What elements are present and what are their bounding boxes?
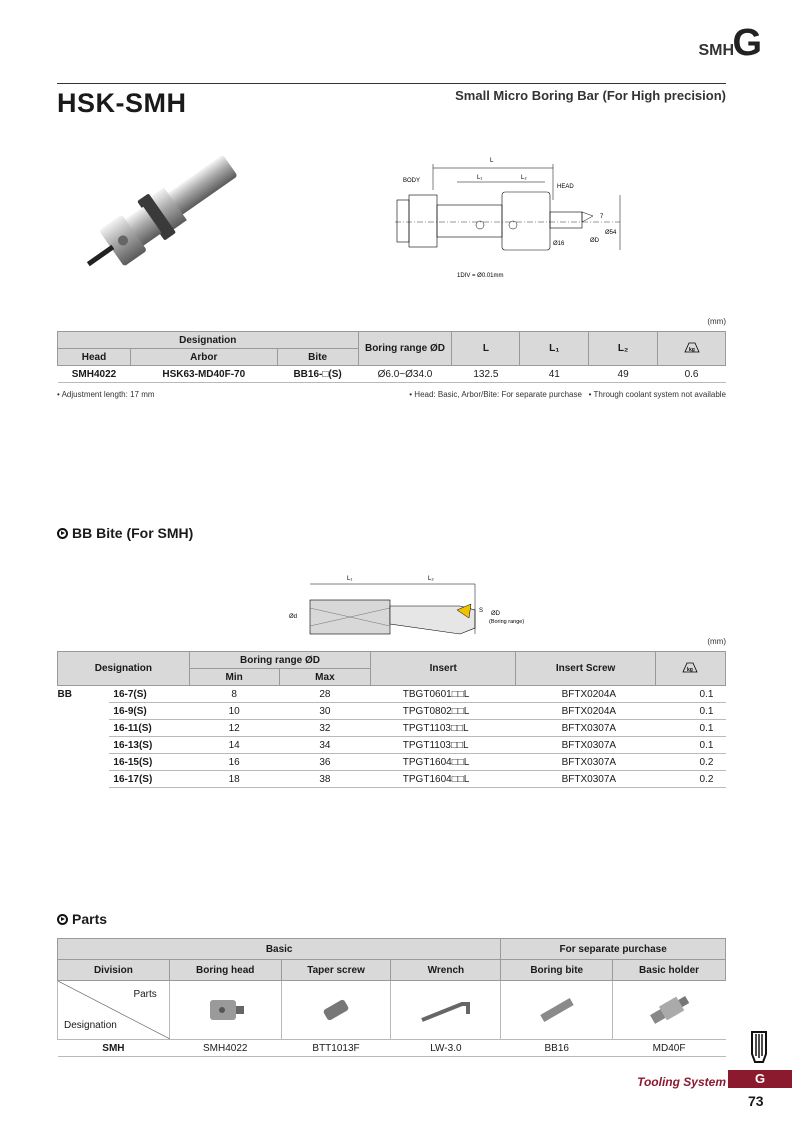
weight-kg-icon: [681, 661, 699, 673]
cell-weight: 0.1: [655, 737, 725, 754]
dim-d16: Ø16: [553, 241, 565, 247]
dial-division: 1DIV = Ø0.01mm: [457, 273, 504, 279]
footer-label: Tooling System: [637, 1075, 726, 1089]
th-max: Max: [279, 669, 371, 686]
cell-screw: BFTX0307A: [516, 720, 656, 737]
cell-insert: TPGT1604□□L: [371, 754, 516, 771]
th-L1: L₁: [520, 332, 589, 366]
cell-max: 38: [279, 771, 371, 788]
cell-designation: 16-11(S): [109, 720, 189, 737]
product-photo: [80, 140, 260, 280]
cell-insert: TPGT1103□□L: [371, 737, 516, 754]
label-body: BODY: [403, 178, 421, 184]
th-head: Head: [58, 349, 131, 366]
th-basic: Basic: [58, 939, 501, 960]
cell-min: 14: [189, 737, 279, 754]
svg-text:kg: kg: [688, 347, 695, 353]
table-row: [58, 737, 726, 754]
cell-designation: 16-15(S): [109, 754, 189, 771]
cell-prefix: [58, 754, 110, 771]
dim-L1: L₁: [477, 175, 483, 181]
img-taper-screw: [281, 981, 391, 1040]
table-row: [58, 771, 726, 788]
cell-screw: BFTX0307A: [516, 754, 656, 771]
unit-mm-bb: (mm): [707, 637, 726, 646]
cell-insert: TPGT1604□□L: [371, 771, 516, 788]
cell-weight: 0.1: [655, 703, 725, 720]
page-title: HSK-SMH: [57, 88, 187, 118]
boring-range-note: (Boring range): [489, 619, 525, 625]
th-boring-bite: Boring bite: [501, 960, 613, 981]
cell-designation: 16-9(S): [109, 703, 189, 720]
row-label-smh: SMH: [58, 1040, 170, 1057]
cell-weight: 0.2: [655, 754, 725, 771]
th-wrench: Wrench: [391, 960, 501, 981]
smh-technical-drawing: [395, 150, 635, 280]
cell-screw: BFTX0307A: [516, 771, 656, 788]
th-arbor: Arbor: [130, 349, 277, 366]
arrow-circle-icon: [57, 914, 68, 925]
cell-min: 18: [189, 771, 279, 788]
dim-od: Ød: [289, 614, 298, 620]
cell-max: 32: [279, 720, 371, 737]
unit-mm: (mm): [707, 317, 726, 326]
section-code: SMH: [698, 42, 734, 59]
cell-weight: 0.1: [655, 720, 725, 737]
dim-L1: L₁: [347, 576, 353, 582]
th-insert: Insert: [371, 652, 516, 686]
dim-L: L: [490, 158, 494, 164]
cell-insert: TBGT0601□□L: [371, 686, 516, 703]
cell-min: 8: [189, 686, 279, 703]
dim-7: 7: [600, 214, 604, 220]
cell-insert: TPGT0802□□L: [371, 703, 516, 720]
cell-prefix: [58, 737, 110, 754]
th-taper-screw: Taper screw: [281, 960, 391, 981]
section-bb-bite: [57, 525, 193, 541]
svg-text:kg: kg: [687, 667, 694, 673]
cell-designation: 16-7(S): [109, 686, 189, 703]
page-subtitle: Small Micro Boring Bar (For High precision): [455, 88, 726, 103]
cell-screw: BFTX0204A: [516, 686, 656, 703]
cell-designation: 16-17(S): [109, 771, 189, 788]
cell-min: 12: [189, 720, 279, 737]
th-bite: Bite: [277, 349, 358, 366]
table-row: [58, 754, 726, 771]
cell-prefix: [58, 771, 110, 788]
th-weight: [658, 332, 726, 366]
th-boring-range: Boring range ØD: [189, 652, 371, 669]
dim-L2: L₂: [521, 175, 527, 181]
dim-L2: L₂: [428, 576, 434, 582]
img-basic-holder: [613, 981, 726, 1040]
section-letter: G: [732, 22, 762, 64]
table-row: [58, 686, 726, 703]
cell-insert: TPGT1103□□L: [371, 720, 516, 737]
cell-weight: 0.2: [655, 771, 725, 788]
th-division: Division: [58, 960, 170, 981]
section-title: BB Bite (For SMH): [72, 525, 194, 541]
bb-bite-table: [57, 651, 726, 788]
cell-min: 16: [189, 754, 279, 771]
cell-designation: 16-13(S): [109, 737, 189, 754]
page-number: 73: [748, 1093, 764, 1109]
cell-max: 34: [279, 737, 371, 754]
cell-screw: BFTX0307A: [516, 737, 656, 754]
cell-prefix: [58, 720, 110, 737]
footer-tab: G: [728, 1070, 792, 1088]
th-L: L: [452, 332, 520, 366]
label-head: HEAD: [557, 184, 574, 190]
th-L2: L₂: [589, 332, 658, 366]
th-weight: [655, 652, 725, 686]
table-row: SMH4022 HSK63-MD40F-70 BB16-□(S) Ø6.0~Ø34.0 132.5 41 49 0.6: [58, 366, 726, 383]
table-row: [58, 703, 726, 720]
label-designation: Designation: [64, 1020, 117, 1031]
th-boring-head: Boring head: [169, 960, 281, 981]
spec-table: [57, 331, 726, 383]
cell-max: 36: [279, 754, 371, 771]
cell-weight: 0.1: [655, 686, 725, 703]
cell-screw: BFTX0204A: [516, 703, 656, 720]
table-row: [58, 720, 726, 737]
cell-prefix: BB: [57, 688, 72, 700]
img-boring-head: [169, 981, 281, 1040]
dim-oD: ØD: [590, 238, 599, 244]
th-designation: Designation: [58, 652, 190, 686]
th-boring-range: Boring range ØD: [358, 332, 452, 366]
th-min: Min: [189, 669, 279, 686]
th-basic-holder: Basic holder: [613, 960, 726, 981]
cell-prefix: [58, 703, 110, 720]
th-separate: For separate purchase: [501, 939, 726, 960]
img-wrench: [391, 981, 501, 1040]
label-parts: Parts: [133, 989, 157, 1000]
header-rule: [57, 83, 726, 84]
img-boring-bite: [501, 981, 613, 1040]
weight-kg-icon: [683, 341, 701, 353]
bb-bite-drawing: [285, 570, 545, 640]
parts-table: Basic For separate purchase Division Boring head Taper screw Wrench Boring bite Basic holder Parts Designation SMH SMH4022 BTT1013F LW-3.0 BB16 MD40F: [57, 938, 726, 1057]
section-parts: [57, 911, 107, 927]
arrow-circle-icon: [57, 528, 68, 539]
cell-max: 30: [279, 703, 371, 720]
diagonal-header-cell: [58, 981, 170, 1040]
dim-oD: ØD: [491, 611, 500, 617]
collet-icon: [748, 1030, 770, 1064]
note-purchase: • Head: Basic, Arbor/Bite: For separate purchase • Through coolant system not available: [409, 390, 726, 399]
dim-d54: Ø54: [605, 230, 617, 236]
cell-min: 10: [189, 703, 279, 720]
section-title: Parts: [72, 911, 108, 927]
th-insert-screw: Insert Screw: [516, 652, 656, 686]
dim-s: S: [479, 608, 484, 614]
note-adjustment: • Adjustment length: 17 mm: [57, 390, 155, 399]
cell-max: 28: [279, 686, 371, 703]
th-designation: Designation: [58, 332, 359, 349]
